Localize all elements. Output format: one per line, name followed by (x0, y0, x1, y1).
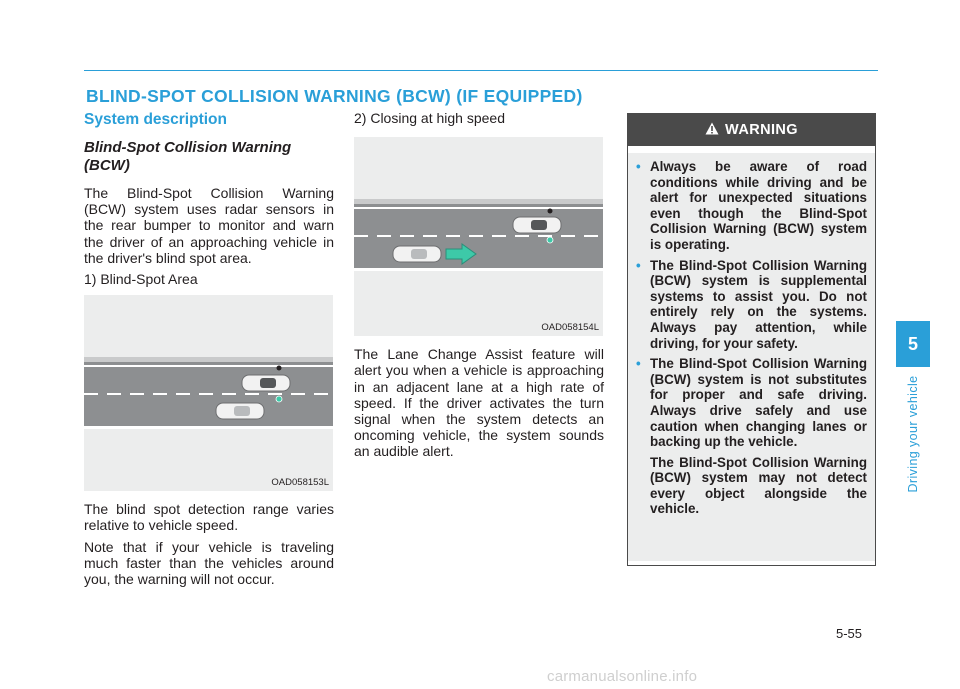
sensor-marker-icon (277, 366, 282, 371)
radar-indicator-icon (547, 237, 553, 243)
system-description-heading: System description (84, 111, 227, 128)
bullet-icon: • (636, 257, 641, 273)
figure-code: OAD058154L (541, 322, 599, 334)
watermark: carmanualsonline.info (547, 668, 698, 685)
column-left (84, 110, 334, 592)
warning-item (636, 257, 867, 352)
warning-item (636, 356, 867, 450)
note-paragraph: Note that if your vehicle is traveling much faster than the vehicles around you, the warning will not occur. (84, 538, 334, 588)
warning-header (628, 114, 875, 146)
bullet-icon: • (636, 356, 641, 372)
chapter-tab: 5 (896, 321, 930, 367)
warning-item-text: The Blind-Spot Collision Warning (BCW) system is not substitutes for proper and safe driving. Always drive safely and use caution when changing lanes or backing up the vehicle. (650, 356, 867, 450)
road-illustration-2 (354, 137, 603, 336)
warning-triangle-icon (705, 122, 719, 139)
warning-item (636, 159, 867, 253)
car-detected-vehicle (242, 375, 290, 391)
car-approaching-vehicle (393, 246, 441, 262)
page-number: 5-55 (836, 626, 863, 641)
range-paragraph: The blind spot detection range varies relative to vehicle speed. (84, 501, 334, 534)
column-middle (354, 110, 604, 465)
closing-speed-caption: 2) Closing at high speed (354, 110, 505, 126)
warning-item-text: The Blind-Spot Collision Warning (BCW) system is supplemental systems to assist you. Do not entirely rely on the systems. Always pay attention, while driving, for your safety. (650, 257, 867, 351)
figure-blind-spot-area (84, 295, 333, 491)
figure-closing-speed (354, 137, 603, 336)
section-title: BLIND-SPOT COLLISION WARNING (BCW) (IF EQUIPPED) (86, 86, 583, 106)
bcw-subheading: Blind-Spot Collision Warning (BCW) (84, 139, 292, 174)
intro-paragraph: The Blind-Spot Collision Warning (BCW) system uses radar sensors in the rear bumper to monitor and warn the driver of an approaching vehicle in the driver's blind spot area. (84, 185, 334, 266)
radar-indicator-icon (276, 396, 282, 402)
warning-box (627, 113, 876, 566)
warning-item-text: Always be aware of road conditions while driving and be alert for unexpected situations even though the Blind-Spot Collision Warning (BCW) system is operating. (650, 159, 867, 252)
figure-code: OAD058153L (271, 477, 329, 489)
car-own-vehicle (513, 217, 561, 233)
blind-spot-area-caption: 1) Blind-Spot Area (84, 271, 198, 288)
warning-body (628, 153, 875, 561)
car-own-vehicle (216, 403, 264, 419)
chapter-label: Driving your vehicle (906, 375, 920, 493)
header-rule (84, 70, 878, 71)
lane-change-assist-paragraph: The Lane Change Assist feature will alert you when a vehicle is approaching in an adjacent lane at a high rate of speed. If the driver activates the turn signal when the system detects an oncoming vehicle, the system sounds an audible alert. (354, 346, 604, 460)
road-illustration-1 (84, 295, 333, 491)
warning-item (646, 455, 867, 517)
warning-list (628, 153, 875, 517)
bullet-icon: • (636, 159, 641, 174)
warning-title: WARNING (725, 122, 798, 138)
sensor-marker-icon (548, 209, 553, 214)
warning-item-text: The Blind-Spot Collision Warning (BCW) system may not detect every object alongside the vehicle. (650, 454, 867, 517)
